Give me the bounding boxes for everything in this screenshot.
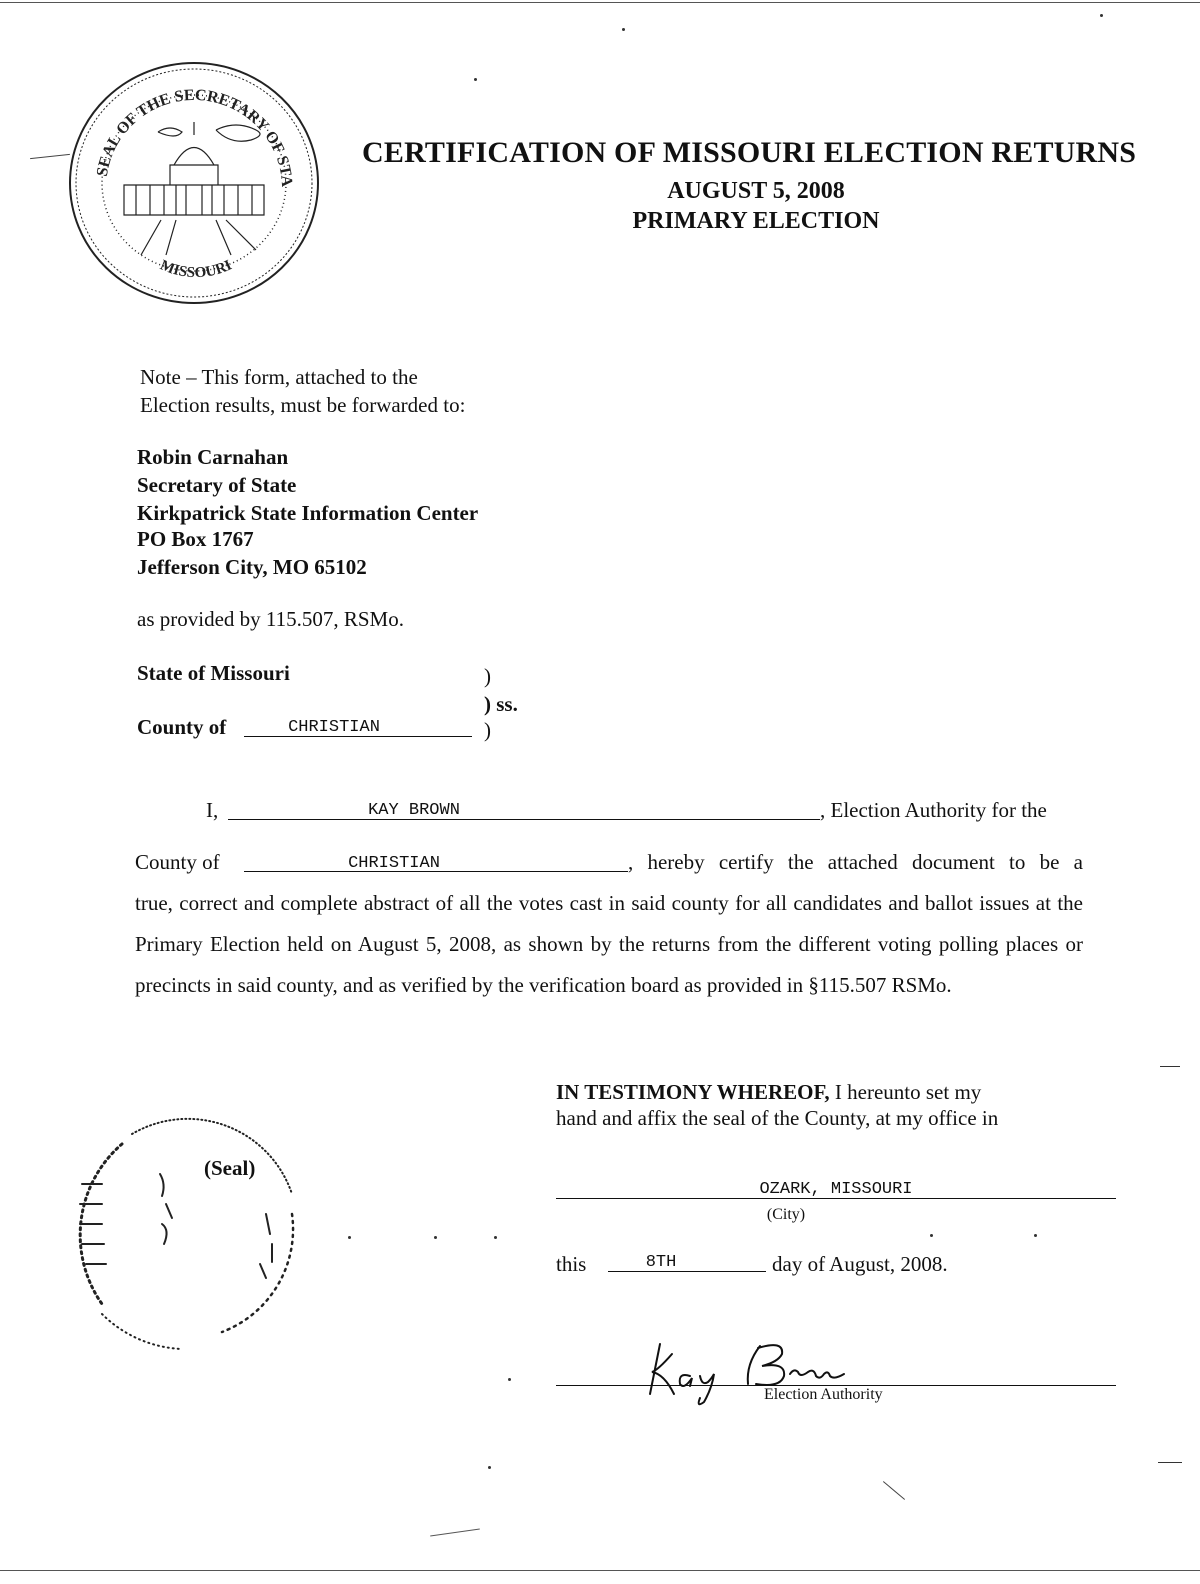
recipient-city: Jefferson City, MO 65102	[137, 555, 367, 579]
scan-mark	[0, 1570, 1200, 1571]
venue-paren-1: )	[484, 664, 491, 688]
scan-speck	[434, 1236, 437, 1239]
note-line-1: Note – This form, attached to the	[140, 365, 418, 389]
scan-speck	[494, 1236, 497, 1239]
testimony-line-1	[556, 1078, 981, 1106]
authority-suffix: , Election Authority for the	[820, 798, 1047, 822]
scan-speck	[348, 1236, 351, 1239]
scan-mark	[0, 2, 1200, 3]
county-seal-stamp-icon	[62, 1104, 314, 1354]
state-seal-icon	[66, 60, 322, 306]
scan-speck	[622, 28, 625, 31]
election-date: AUGUST 5, 2008	[667, 178, 845, 204]
day-suffix: day of August, 2008.	[772, 1252, 948, 1276]
certify-body: true, correct and complete abstract of all the votes cast in said county for all candidates and ballot issues at the Primary Election held on August 5, 2008, as shown by the returns from the different voting polling places or precincts in said county, and as verified by the verification board as provided in §115.507 RSMo.	[135, 891, 1083, 997]
scan-speck	[1100, 14, 1103, 17]
statute-reference: as provided by 115.507, RSMo.	[137, 607, 404, 631]
city-value: OZARK, MISSOURI	[759, 1180, 913, 1199]
scan-speck	[1034, 1234, 1037, 1237]
certify-i-label: I,	[206, 798, 219, 822]
scan-mark	[430, 1529, 480, 1537]
scan-speck	[474, 78, 477, 81]
signature-label: Election Authority	[764, 1386, 883, 1403]
certify-county-value: CHRISTIAN	[348, 854, 440, 873]
scan-mark	[30, 154, 70, 159]
testimony-line-2: hand and affix the seal of the County, at my office in	[556, 1106, 999, 1130]
election-type: PRIMARY ELECTION	[632, 208, 880, 234]
scan-speck	[488, 1466, 491, 1469]
county-seal-stamp	[62, 1104, 314, 1354]
certify-county-label: County of	[135, 850, 220, 874]
testimony-text: I hereunto set my	[829, 1080, 982, 1104]
svg-text:SEAL OF THE SECRETARY OF STATE	[66, 60, 295, 188]
venue-paren-3: )	[484, 718, 491, 742]
secretary-of-state-seal	[66, 60, 322, 306]
authority-name-value: KAY BROWN	[368, 801, 460, 820]
venue-county-value: CHRISTIAN	[288, 718, 380, 737]
day-line	[608, 1271, 766, 1272]
day-value: 8TH	[645, 1253, 677, 1272]
recipient-po-box: PO Box 1767	[137, 527, 254, 551]
seal-bottom-text: MISSOURI	[157, 257, 235, 282]
seal-top-text: SEAL OF THE SECRETARY OF STA	[93, 86, 296, 187]
scan-speck	[930, 1234, 933, 1237]
venue-ss: ) ss.	[484, 692, 518, 716]
page-title: CERTIFICATION OF MISSOURI ELECTION RETURNS	[362, 136, 1137, 169]
scan-mark	[1160, 1066, 1180, 1067]
city-line	[556, 1198, 1116, 1199]
scan-mark	[883, 1481, 905, 1500]
certify-county-suffix: , hereby certify the attached document to be a	[628, 850, 1083, 874]
scan-speck	[508, 1378, 511, 1381]
testimony-heading: IN TESTIMONY WHEREOF,	[556, 1080, 830, 1104]
scan-mark	[1158, 1462, 1182, 1463]
recipient-title: Secretary of State	[137, 473, 297, 497]
recipient-center: Kirkpatrick State Information Center	[137, 501, 479, 525]
recipient-name: Robin Carnahan	[137, 445, 289, 469]
note-line-2: Election results, must be forwarded to:	[140, 393, 466, 417]
svg-text:MISSOURI	[158, 257, 235, 281]
venue-county-label: County of	[137, 715, 227, 739]
venue-state: State of Missouri	[137, 661, 290, 685]
city-label: (City)	[766, 1206, 806, 1223]
seal-label: (Seal)	[204, 1156, 256, 1180]
this-label: this	[556, 1252, 587, 1276]
